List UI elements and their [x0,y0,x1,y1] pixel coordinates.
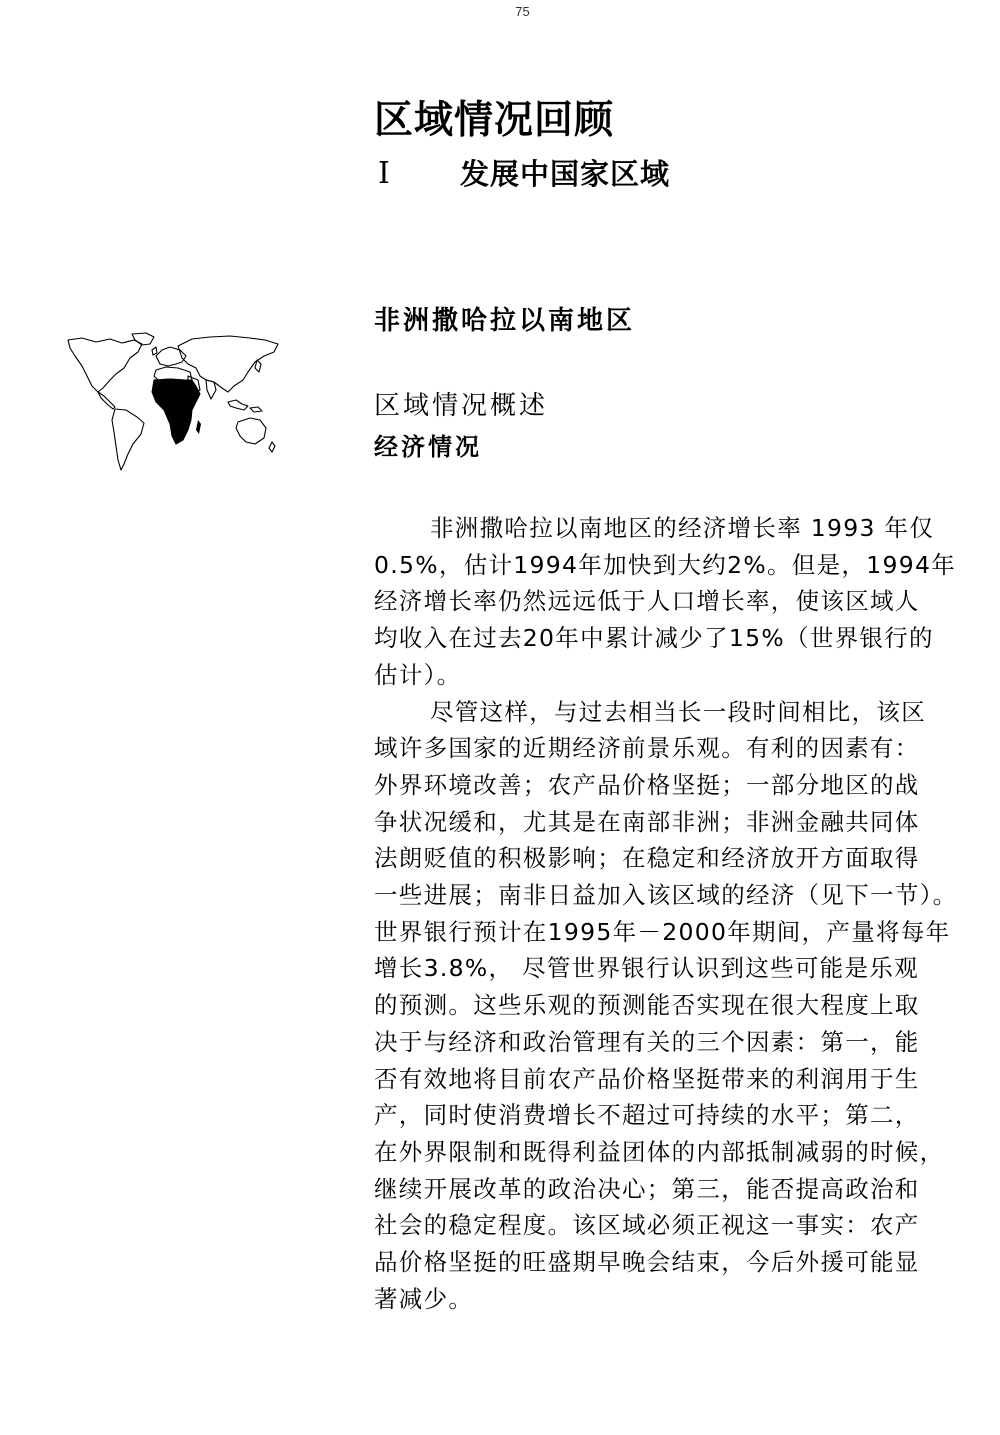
map-north-america [68,338,142,392]
map-australia [236,418,266,444]
map-madagascar [196,420,201,434]
map-new-guinea [250,407,262,412]
map-south-america [112,409,144,470]
page-number: 75 [515,4,530,19]
world-map-africa-highlighted-icon [60,330,285,472]
map-british-isles [152,347,157,355]
map-central-america [98,392,115,409]
region-title: 非洲撒哈拉以南地区 [374,306,636,336]
map-sub-saharan-africa [152,379,200,444]
map-india [206,380,216,399]
map-new-zealand [269,442,275,452]
body-text [374,510,972,1317]
map-indonesia [228,400,248,410]
map-greenland [132,333,154,345]
paragraph: 尽管这样，与过去相当长一段时间相比，该区 域许多国家的近期经济前景乐观。有利的因素有： 外界环境改善；农产品价格坚挺；一部分地区的战 争状况缓和，尤其是在南部非洲；非洲金融共同体 法朗贬值的积极影响；在稳定和经济放开方面取得 一些进展；南非日益加入该区域的经济（见下一节）。 世界银行预计在1995年－2000年期间，产量将每年 增长3.8%， 尽管世界银行认识到这些可能是乐观 的预测。这些乐观的预测能否实现在很大程度上取 决于与经济和政治管理有关的三个因素：第一，能 否有效地将目前农产品价格坚挺带来的利润用于生 产，同时使消费增长不超过可持续的水平；第二， 在外界限制和既得利益团体的内部抵制减弱的时候， 继续开展改革的政治决心；第三，能否提高政治和 社会的稳定程度。该区域必须正视这一事实：农产 品价格坚挺的旺盛期早晚会结束，今后外援可能显 著减少。 [374,697,958,1313]
overview-heading: 区域情况概述 [374,391,549,421]
economy-heading: 经济情况 [374,433,482,461]
paragraph: 非洲撒哈拉以南地区的经济增长率 1993 年仅 0.5%，估计1994年加快到大约2%。但是，1994年 经济增长率仍然远远低于人口增长率，使该区域人 均收入在过去20年中累计减少了15%（世界银行的 估计）。 [374,514,956,689]
map-north-africa [154,367,192,380]
part-numeral: I [378,156,390,191]
page-title: 区域情况回顾 [374,98,615,143]
part-title: 发展中国家区域 [460,157,671,191]
